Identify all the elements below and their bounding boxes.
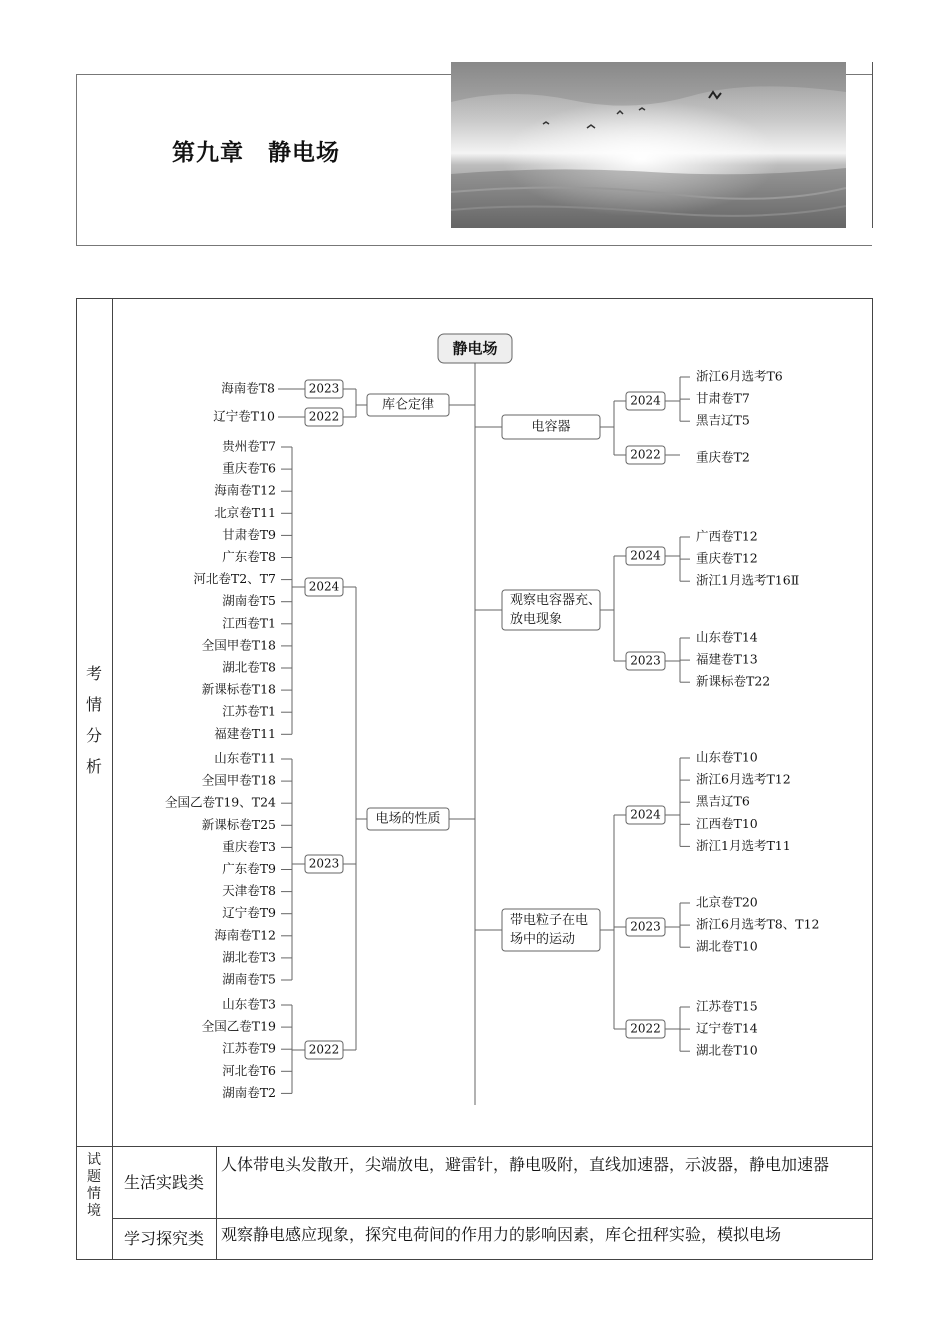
exam-item: 辽宁卷T9 — [222, 905, 276, 921]
exam-item: 浙江6月选考T6 — [696, 368, 783, 384]
exam-item: 湖北卷T10 — [696, 938, 758, 954]
exam-item: 山东卷T11 — [214, 750, 276, 766]
topic-right: 场中的运动 — [510, 932, 576, 947]
chapter-title: 第九章 静电场 — [172, 140, 340, 166]
exam-item: 新课标卷T25 — [201, 816, 276, 832]
exam-item: 重庆卷T6 — [222, 460, 276, 476]
exam-item: 江西卷T1 — [222, 615, 276, 631]
exam-item: 江苏卷T9 — [222, 1040, 276, 1056]
exam-item: 江苏卷T15 — [696, 998, 758, 1014]
exam-item: 全国甲卷T18 — [201, 637, 276, 653]
exam-analysis-label: 考 情 分 析 — [85, 664, 102, 776]
exam-item: 海南卷T8 — [221, 380, 275, 396]
exam-item: 湖北卷T10 — [696, 1042, 758, 1058]
exam-item: 天津卷T8 — [222, 883, 276, 899]
year-label: 2024 — [630, 393, 661, 408]
exam-item: 黑吉辽T5 — [696, 412, 750, 428]
root-label: 静电场 — [452, 339, 498, 358]
exam-item: 全国乙卷T19、T24 — [165, 794, 276, 810]
exam-item: 辽宁卷T10 — [213, 408, 275, 424]
exam-item: 湖南卷T5 — [222, 971, 276, 987]
exam-item: 河北卷T6 — [222, 1062, 276, 1078]
exam-item: 湖南卷T5 — [222, 593, 276, 609]
exam-item: 河北卷T2、T7 — [193, 571, 276, 587]
exam-item: 湖南卷T2 — [222, 1084, 276, 1100]
exam-item: 福建卷T13 — [696, 651, 758, 667]
exam-item: 浙江6月选考T8、T12 — [696, 916, 820, 932]
year-label: 2022 — [630, 447, 661, 462]
category-life-practice: 生活实践类 — [123, 1173, 204, 1192]
exam-item: 新课标卷T22 — [696, 673, 771, 689]
exam-item: 重庆卷T2 — [696, 449, 750, 465]
exam-item: 山东卷T14 — [696, 629, 758, 645]
exam-item: 浙江1月选考T16Ⅱ — [696, 572, 800, 588]
year-label: 2024 — [308, 579, 340, 594]
category-study-inquiry: 学习探究类 — [123, 1229, 204, 1248]
exam-item: 江苏卷T1 — [222, 703, 276, 719]
exam-item: 全国乙卷T19 — [201, 1018, 276, 1034]
topic-right: 带电粒子在电 — [510, 913, 589, 928]
topic-coulomb: 库仑定律 — [381, 397, 435, 413]
exam-item: 甘肃卷T7 — [696, 390, 750, 406]
exam-item: 贵州卷T7 — [222, 438, 276, 454]
exam-item: 广西卷T12 — [696, 528, 758, 544]
year-label: 2023 — [630, 919, 661, 934]
exam-item: 海南卷T12 — [214, 482, 276, 498]
topic-right: 观察电容器充、 — [510, 593, 602, 608]
exam-item: 重庆卷T12 — [696, 550, 758, 566]
exam-item: 辽宁卷T14 — [696, 1020, 758, 1036]
exam-item: 湖北卷T3 — [222, 949, 276, 965]
topic-field-properties: 电场的性质 — [375, 811, 441, 827]
life-practice-content: 人体带电头发散开，尖端放电，避雷针，静电吸附，直线加速器，示波器，静电加速器 — [221, 1155, 830, 1174]
year-label: 2022 — [630, 1021, 661, 1036]
exam-item: 海南卷T12 — [214, 927, 276, 943]
exam-item: 福建卷T11 — [214, 725, 276, 741]
exam-item: 浙江1月选考T11 — [696, 837, 791, 853]
exam-item: 江西卷T10 — [696, 815, 758, 831]
exam-item: 全国甲卷T18 — [201, 772, 276, 788]
exam-item: 湖北卷T8 — [222, 659, 276, 675]
exam-item: 广东卷T8 — [222, 549, 276, 564]
exam-item: 新课标卷T18 — [201, 681, 276, 697]
exam-item: 甘肃卷T9 — [222, 526, 276, 542]
study-inquiry-content: 观察静电感应现象，探究电荷间的作用力的影响因素，库仑扭秤实验，模拟电场 — [221, 1225, 782, 1244]
exam-item: 重庆卷T3 — [222, 838, 276, 854]
topic-right: 放电现象 — [510, 612, 563, 627]
year-label: 2023 — [308, 381, 340, 396]
exam-item: 浙江6月选考T12 — [696, 771, 791, 787]
year-label: 2023 — [630, 653, 661, 668]
year-label: 2022 — [308, 1042, 340, 1057]
exam-item: 北京卷T20 — [696, 894, 758, 910]
topic-right: 电容器 — [531, 419, 571, 435]
exam-item: 山东卷T10 — [696, 749, 758, 765]
exam-item: 广东卷T9 — [222, 861, 276, 876]
year-label: 2022 — [308, 409, 340, 424]
year-label: 2024 — [630, 548, 661, 563]
exam-item: 山东卷T3 — [222, 996, 276, 1012]
exam-item: 北京卷T11 — [214, 504, 276, 520]
year-label: 2024 — [630, 807, 661, 822]
exam-item: 黑吉辽T6 — [696, 793, 750, 809]
year-label: 2023 — [308, 856, 340, 871]
scenario-label: 试 题 情 境 — [87, 1152, 101, 1219]
